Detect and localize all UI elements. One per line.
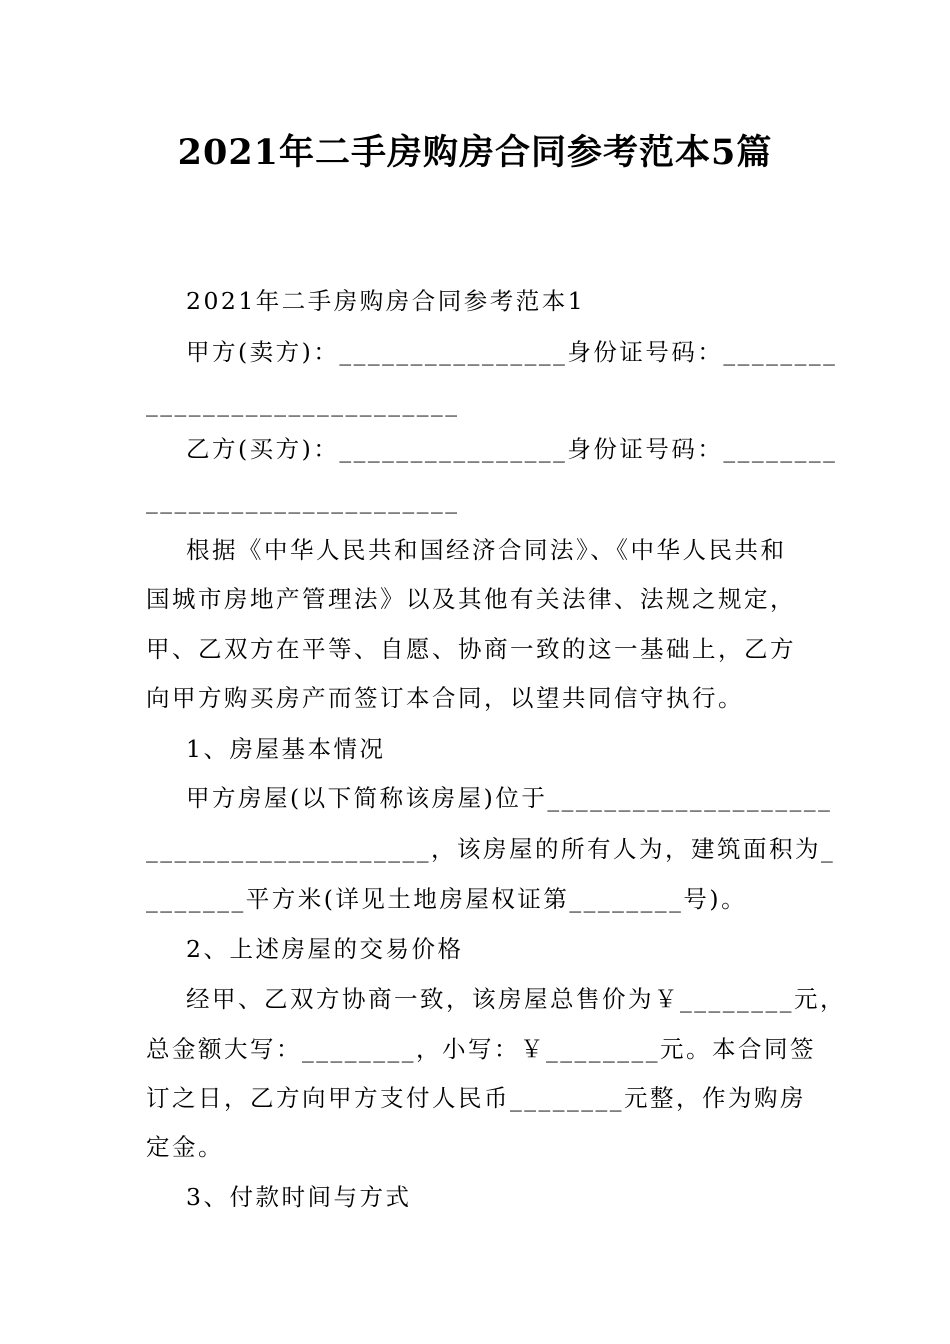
clause-heading: 3、付款时间与方式	[186, 1183, 412, 1211]
document-title: 2021年二手房购房合同参考范本5篇	[177, 132, 773, 173]
paragraph-line: 根据《中华人民共和国经济合同法》、《中华人民共和	[186, 536, 787, 564]
paragraph-line: 订之日，乙方向甲方支付人民币________元整，作为购房	[146, 1084, 806, 1112]
party-b-line: 乙方(买方)：________________身份证号码：________	[186, 435, 838, 463]
paragraph-line: 定金。	[146, 1133, 224, 1161]
party-a-line-cont: ______________________	[146, 389, 460, 417]
paragraph-line: 甲、乙双方在平等、自愿、协商一致的这一基础上，乙方	[146, 635, 796, 663]
paragraph-line: 向甲方购买房产而签订本合同，以望共同信守执行。	[146, 684, 744, 712]
paragraph-line: 国城市房地产管理法》以及其他有关法律、法规之规定，	[146, 585, 796, 613]
paragraph-line: 甲方房屋(以下简称该房屋)位于____________________	[186, 784, 833, 812]
party-b-line-cont: ______________________	[146, 486, 460, 514]
clause-heading: 1、房屋基本情况	[186, 735, 386, 763]
clause-heading: 2、上述房屋的交易价格	[186, 935, 464, 963]
paragraph-line: _______平方米(详见土地房屋权证第________号)。	[146, 885, 748, 913]
section-heading: 2021年二手房购房合同参考范本1	[186, 287, 586, 315]
party-a-line: 甲方(卖方)：________________身份证号码：________	[186, 338, 838, 366]
paragraph-line: ____________________，该房屋的所有人为，建筑面积为_	[146, 835, 836, 863]
paragraph-line: 总金额大写：________，小写：￥________元。本合同签	[146, 1035, 816, 1063]
paragraph-line: 经甲、乙双方协商一致，该房屋总售价为￥________元，	[186, 985, 846, 1013]
